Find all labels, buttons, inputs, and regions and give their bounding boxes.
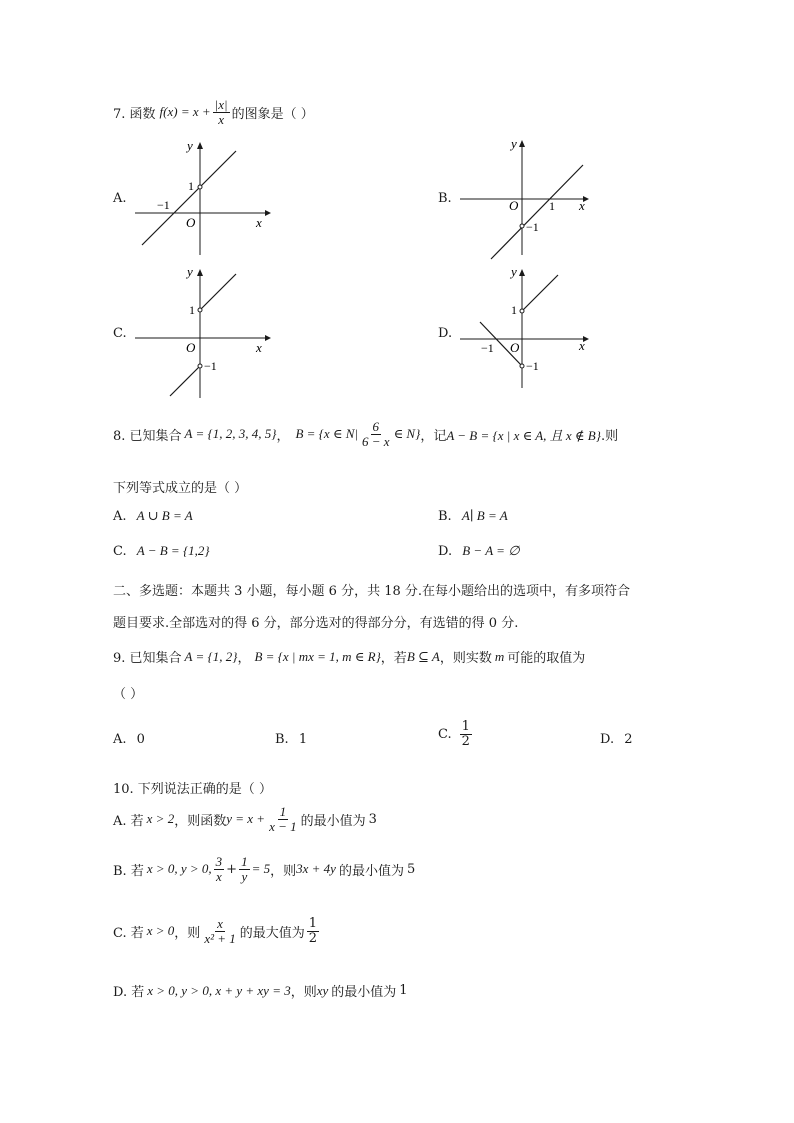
y-axis-arrow: [197, 142, 203, 149]
q9-option-c-den: 2: [461, 733, 470, 749]
q9-var: m: [494, 648, 505, 664]
q8-option-a[interactable]: [113, 508, 193, 524]
q10-option-d[interactable]: [113, 981, 408, 1000]
q10-b-pre: B. 若: [113, 863, 144, 879]
q10-c-value-fraction: [307, 917, 319, 945]
q7-option-c-label[interactable]: C.: [113, 326, 127, 341]
q8-option-b-label: B.: [438, 509, 452, 524]
q8-prefix: 8. 已知集合: [113, 428, 182, 444]
tick-neg1-x: −1: [481, 341, 494, 355]
section2-line2: 题目要求.全部选对的得 6 分，部分选对的得部分分，有选错的得 0 分.: [113, 616, 519, 631]
tick-neg1-y: −1: [526, 359, 539, 373]
graph-ray-upper: [200, 274, 236, 310]
x-label: x: [579, 338, 585, 353]
q10-d-cond: x > 0, y > 0, x + y + xy = 3: [147, 982, 291, 998]
origin-label: O: [509, 198, 519, 213]
q10-b-frac1: [214, 855, 225, 883]
y-axis-arrow: [519, 140, 525, 147]
q10-b-eq: = 5: [251, 861, 271, 877]
q10-c-vd: 2: [308, 930, 318, 946]
q7-stem: [113, 98, 314, 126]
q10-c-mid: ，则: [174, 925, 201, 941]
q9-option-a-label: A.: [113, 732, 127, 747]
q7-func: f(x) = x +: [159, 104, 211, 120]
x-label: x: [579, 198, 585, 213]
x-label: x: [256, 215, 262, 230]
q9-option-c-num: 1: [461, 719, 470, 734]
q10-c-cond: x > 0: [146, 923, 175, 939]
tick-neg1: −1: [204, 359, 217, 373]
q8-setB-num: 6: [372, 419, 380, 434]
q8-option-b-text: A∣ B = A: [461, 508, 508, 523]
q10-b-d1: x: [216, 868, 222, 884]
q8-stem-line2: 下列等式成立的是（ ）: [113, 481, 248, 496]
q10-a-post: 的最小值为: [300, 813, 366, 829]
q10-stem: 10. 下列说法正确的是（ ）: [113, 782, 272, 797]
q10-c-num: x: [217, 916, 223, 931]
q8-comma: ，: [276, 428, 290, 444]
q10-d-pre: D. 若: [113, 985, 145, 1000]
q9-prefix: 9. 已知集合: [113, 651, 182, 666]
q7-fraction: [213, 98, 230, 126]
q9-setA: A = {1, 2}: [184, 648, 238, 664]
q8-option-c-text: A − B = {1,2}: [136, 543, 210, 558]
q10-c-den: x² + 1: [204, 930, 236, 946]
tick-neg1: −1: [157, 198, 170, 212]
q8-then: .则: [600, 428, 619, 444]
q10-b-mid: ，则: [270, 863, 297, 879]
q10-a-pre: A. 若: [113, 813, 144, 829]
q9-cond: B ⊆ A: [406, 648, 440, 664]
q9-option-b[interactable]: [275, 732, 307, 747]
q10-c-fraction: [202, 917, 237, 945]
q9-option-b-text: 1: [298, 732, 308, 747]
q7-option-a-label[interactable]: A.: [113, 191, 127, 206]
q10-a-den: x − 1: [269, 818, 297, 834]
q9-option-c-label: C.: [438, 726, 452, 742]
x-axis-arrow: [265, 210, 271, 216]
graph-ray-upper: [522, 275, 558, 311]
q7-option-d-label[interactable]: D.: [438, 326, 453, 341]
x-axis-arrow: [265, 335, 271, 341]
q8-option-c-label: C.: [113, 544, 127, 559]
q7-frac-num: |x|: [214, 97, 228, 112]
q9-option-d-text: 2: [624, 732, 633, 747]
q9-option-b-label: B.: [275, 732, 289, 747]
q9-stem: [113, 647, 585, 666]
open-point: [198, 185, 202, 189]
q10-a-num: 1: [279, 804, 287, 819]
origin-label: O: [186, 340, 196, 355]
origin-label: O: [510, 340, 520, 355]
q8-option-c[interactable]: [113, 543, 210, 559]
graph-ray-lower: [170, 366, 200, 396]
q10-b-n1: 3: [215, 854, 223, 869]
q8-setB-den: 6 − x: [362, 433, 390, 449]
q7-graph-b: [455, 135, 605, 260]
q8-option-a-text: A ∪ B = A: [136, 508, 193, 523]
q10-a-expr: y = x +: [226, 811, 266, 827]
q8-option-d-label: D.: [438, 544, 453, 559]
q9-option-d[interactable]: [600, 732, 633, 747]
q8-stem-line1: [113, 420, 618, 448]
tick-1: 1: [188, 179, 194, 193]
q10-a-cond: x > 2: [146, 811, 175, 827]
origin-label: O: [186, 215, 196, 230]
q8-option-b[interactable]: [438, 508, 508, 524]
q10-d-post: 的最小值为: [331, 985, 397, 1000]
q10-a-val: 3: [368, 811, 377, 827]
q9-option-a[interactable]: [113, 732, 145, 747]
open-point-lower: [198, 364, 202, 368]
q8-option-d-text: B − A = ∅: [462, 543, 520, 558]
q8-setB-fraction: [360, 420, 392, 448]
open-point-lower: [520, 364, 524, 368]
q10-c-post: 的最大值为: [239, 925, 305, 941]
open-point: [520, 224, 524, 228]
q10-option-a[interactable]: [113, 805, 377, 833]
q9-option-a-text: 0: [136, 732, 145, 747]
y-label: y: [511, 264, 517, 279]
q10-b-n2: 1: [241, 854, 248, 869]
q8-setA: A = {1, 2, 3, 4, 5}: [184, 426, 277, 442]
q10-a-fraction: [267, 805, 299, 833]
y-axis-arrow: [197, 269, 203, 276]
q10-option-c[interactable]: [113, 917, 321, 945]
q10-b-frac2: [239, 855, 250, 883]
graph-line: [491, 165, 583, 259]
q7-option-b-label[interactable]: B.: [438, 191, 452, 206]
q9-end: 可能的取值为: [507, 651, 586, 666]
q10-d-mid: ，则: [290, 985, 317, 1000]
y-label: y: [187, 264, 193, 279]
y-axis-arrow: [519, 269, 525, 276]
q10-b-plus: +: [226, 861, 238, 877]
q10-c-pre: C. 若: [113, 925, 144, 941]
q10-d-val: 1: [399, 983, 408, 998]
open-point-upper: [520, 309, 524, 313]
tick-1: 1: [189, 303, 195, 317]
q8-note: ，记: [420, 428, 447, 444]
q10-d-expr: xy: [316, 982, 329, 998]
x-label: x: [256, 340, 262, 355]
q9-option-c[interactable]: [438, 720, 474, 748]
q10-b-expr: 3x + 4y: [296, 861, 336, 877]
q8-option-d[interactable]: [438, 543, 520, 559]
q7-graph-d: [455, 262, 605, 392]
q9-comma: ，: [237, 651, 251, 666]
q10-a-mid: ，则函数: [174, 813, 227, 829]
y-label: y: [511, 136, 517, 151]
q10-option-b[interactable]: [113, 855, 415, 883]
q7-frac-den: x: [218, 111, 224, 127]
section2-line1: 二、多选题：本题共 3 小题，每小题 6 分，共 18 分.在每小题给出的选项中，有多项符合: [113, 584, 631, 599]
q7-graph-a: [130, 135, 280, 260]
tick-neg1: −1: [526, 220, 539, 234]
q7-suffix: 的图象是（ ）: [231, 106, 314, 122]
q10-c-vn: 1: [308, 916, 318, 931]
y-label: y: [187, 138, 193, 153]
q10-b-d2: y: [241, 868, 248, 884]
q10-b-cond: x > 0, y > 0,: [146, 861, 212, 877]
q9-setB: B = {x | mx = 1, m ∈ R}: [254, 648, 381, 664]
tick-1: 1: [511, 303, 517, 317]
q8-option-a-label: A.: [113, 509, 127, 524]
q8-diff-def: A − B = {x | x ∈ A, 且 x ∉ B}: [446, 427, 601, 443]
tick-1: 1: [549, 199, 555, 213]
q8-setB-post: ∈ N}: [393, 426, 421, 442]
q7-prefix: 7. 函数: [113, 106, 156, 122]
q9-paren: （ ）: [113, 687, 144, 702]
q10-b-val: 5: [406, 861, 416, 877]
q9-mid: ，若: [380, 651, 407, 666]
q9-option-c-fraction: [460, 720, 472, 748]
q7-graph-c: [130, 262, 280, 402]
q8-setB-pre: B = {x ∈ N|: [295, 426, 359, 442]
q9-option-d-label: D.: [600, 732, 615, 747]
q9-suffix: ，则实数: [439, 651, 492, 666]
open-point-upper: [198, 308, 202, 312]
q10-b-post: 的最小值为: [338, 863, 404, 879]
